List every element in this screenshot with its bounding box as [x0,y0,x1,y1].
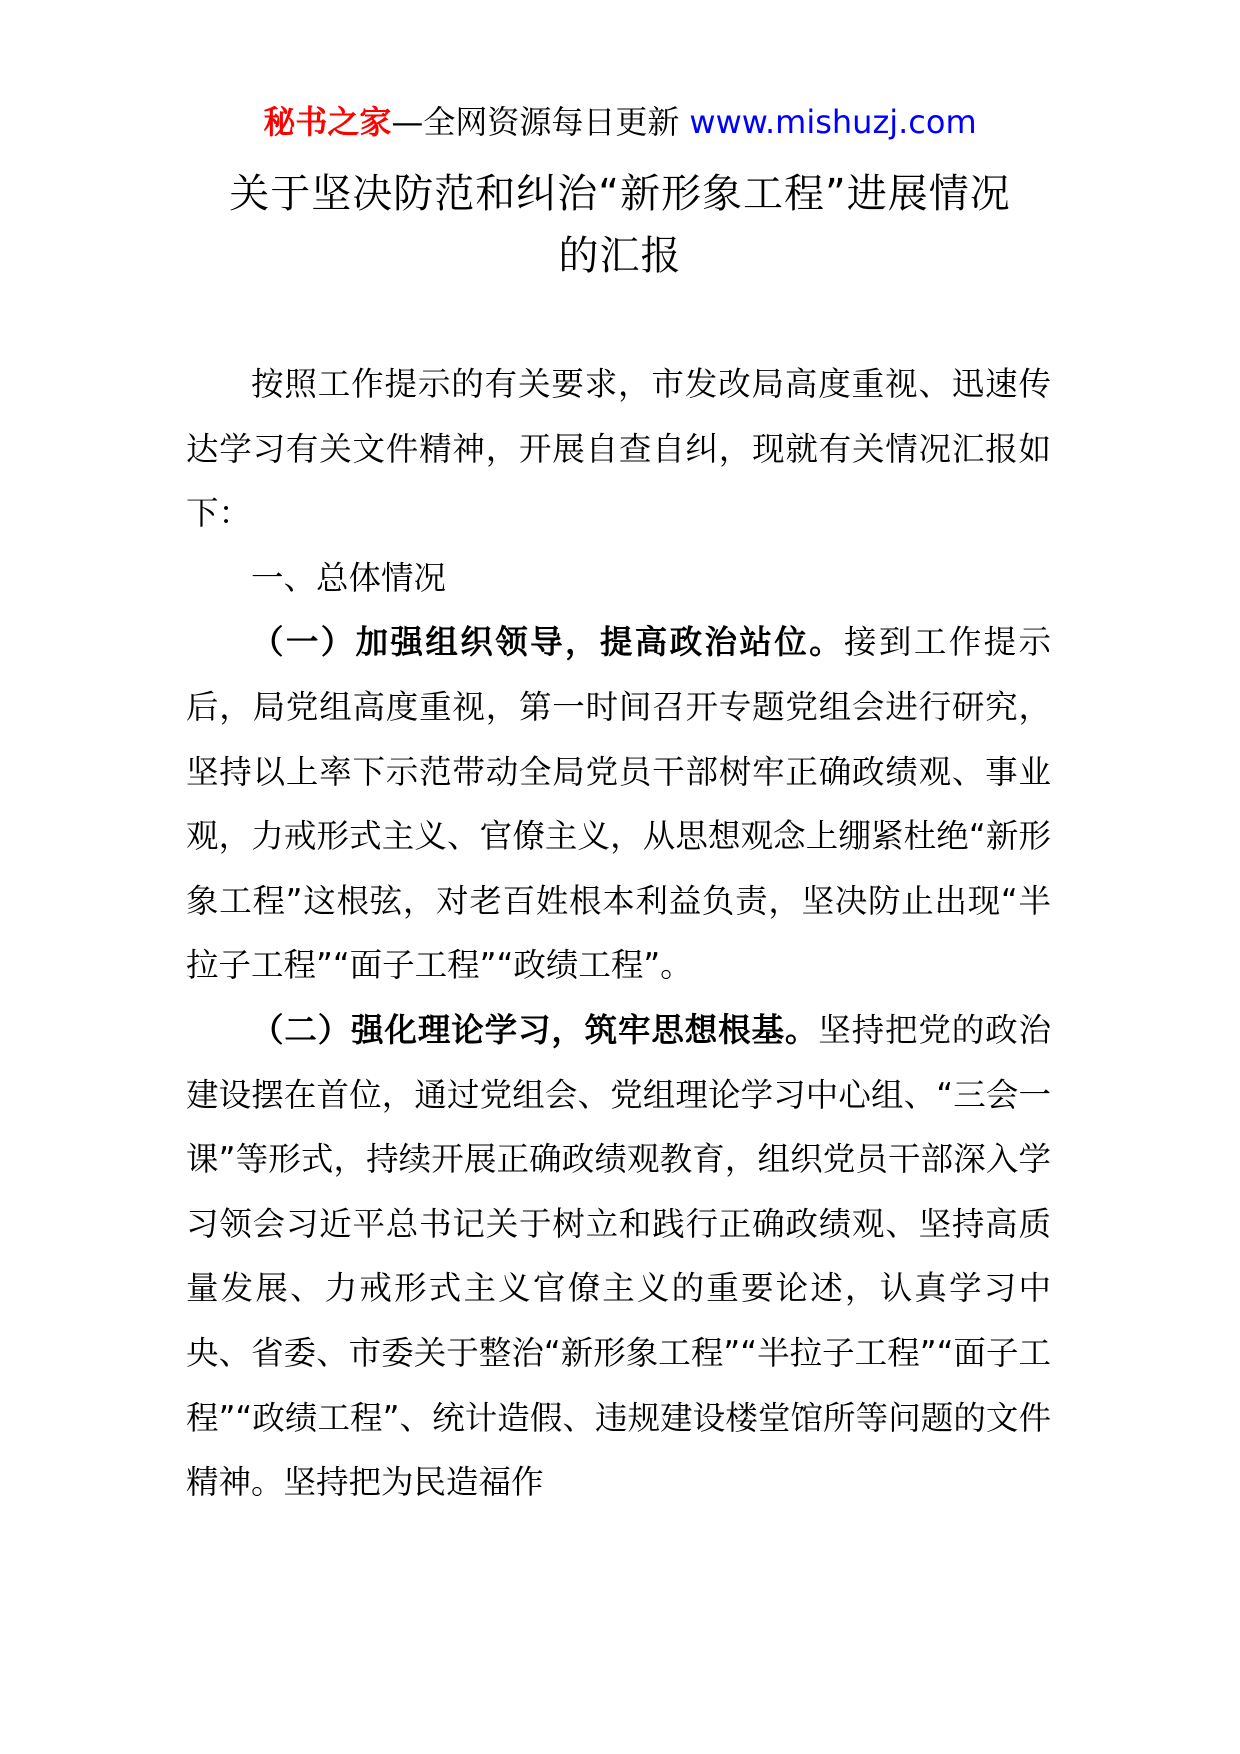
item-1-lead: （一）加强组织领导，提高政治站位。 [251,623,845,662]
site-header [0,100,1240,144]
intro-paragraph: 按照工作提示的有关要求，市发改局高度重视、迅速传达学习有关文件精神，开展自查自纠，现就有关情况汇报如下： [186,365,1051,533]
document-body [186,352,1051,1515]
item-2-text: 坚持把党的政治建设摆在首位，通过党组会、党组理论学习中心组、“三会一课”等形式，持续开展正确政绩观教育，组织党员干部深入学习领会习近平总书记关于树立和践行正确政绩观、坚持高质量发展、力戒形式主义官僚主义的重要论述，认真学习中央、省委、市委关于整治“新形象工程”“半拉子工程”“面子工程”“政绩工程”、统计造假、违规建设楼堂馆所等问题的文件精神。坚持把为民造福作 [186,1010,1051,1502]
item-paragraph-2 [186,998,1051,1515]
site-url-link[interactable]: www.mishuzj.com [689,103,977,141]
item-paragraph-1 [186,610,1051,998]
header-slogan: —全网资源每日更新 [391,103,680,141]
item-2-lead: （二）强化理论学习，筑牢思想根基。 [251,1010,819,1049]
section-heading: 一、总体情况 [251,558,447,597]
document-title-line-2: 的汇报 [558,233,682,279]
item-1-text: 接到工作提示后，局党组高度重视，第一时间召开专题党组会进行研究，坚持以上率下示范带动全局党员干部树牢正确政绩观、事业观，力戒形式主义、官僚主义，从思想观念上绷紧杜绝“新形象工程”这根弦，对老百姓根本利益负责，坚决防止出现“半拉子工程”“面子工程”“政绩工程”。 [186,623,1051,985]
brand-name: 秘书之家 [263,103,392,141]
document-title-line-1: 关于坚决防范和纠治“新形象工程”进展情况 [229,171,1011,217]
